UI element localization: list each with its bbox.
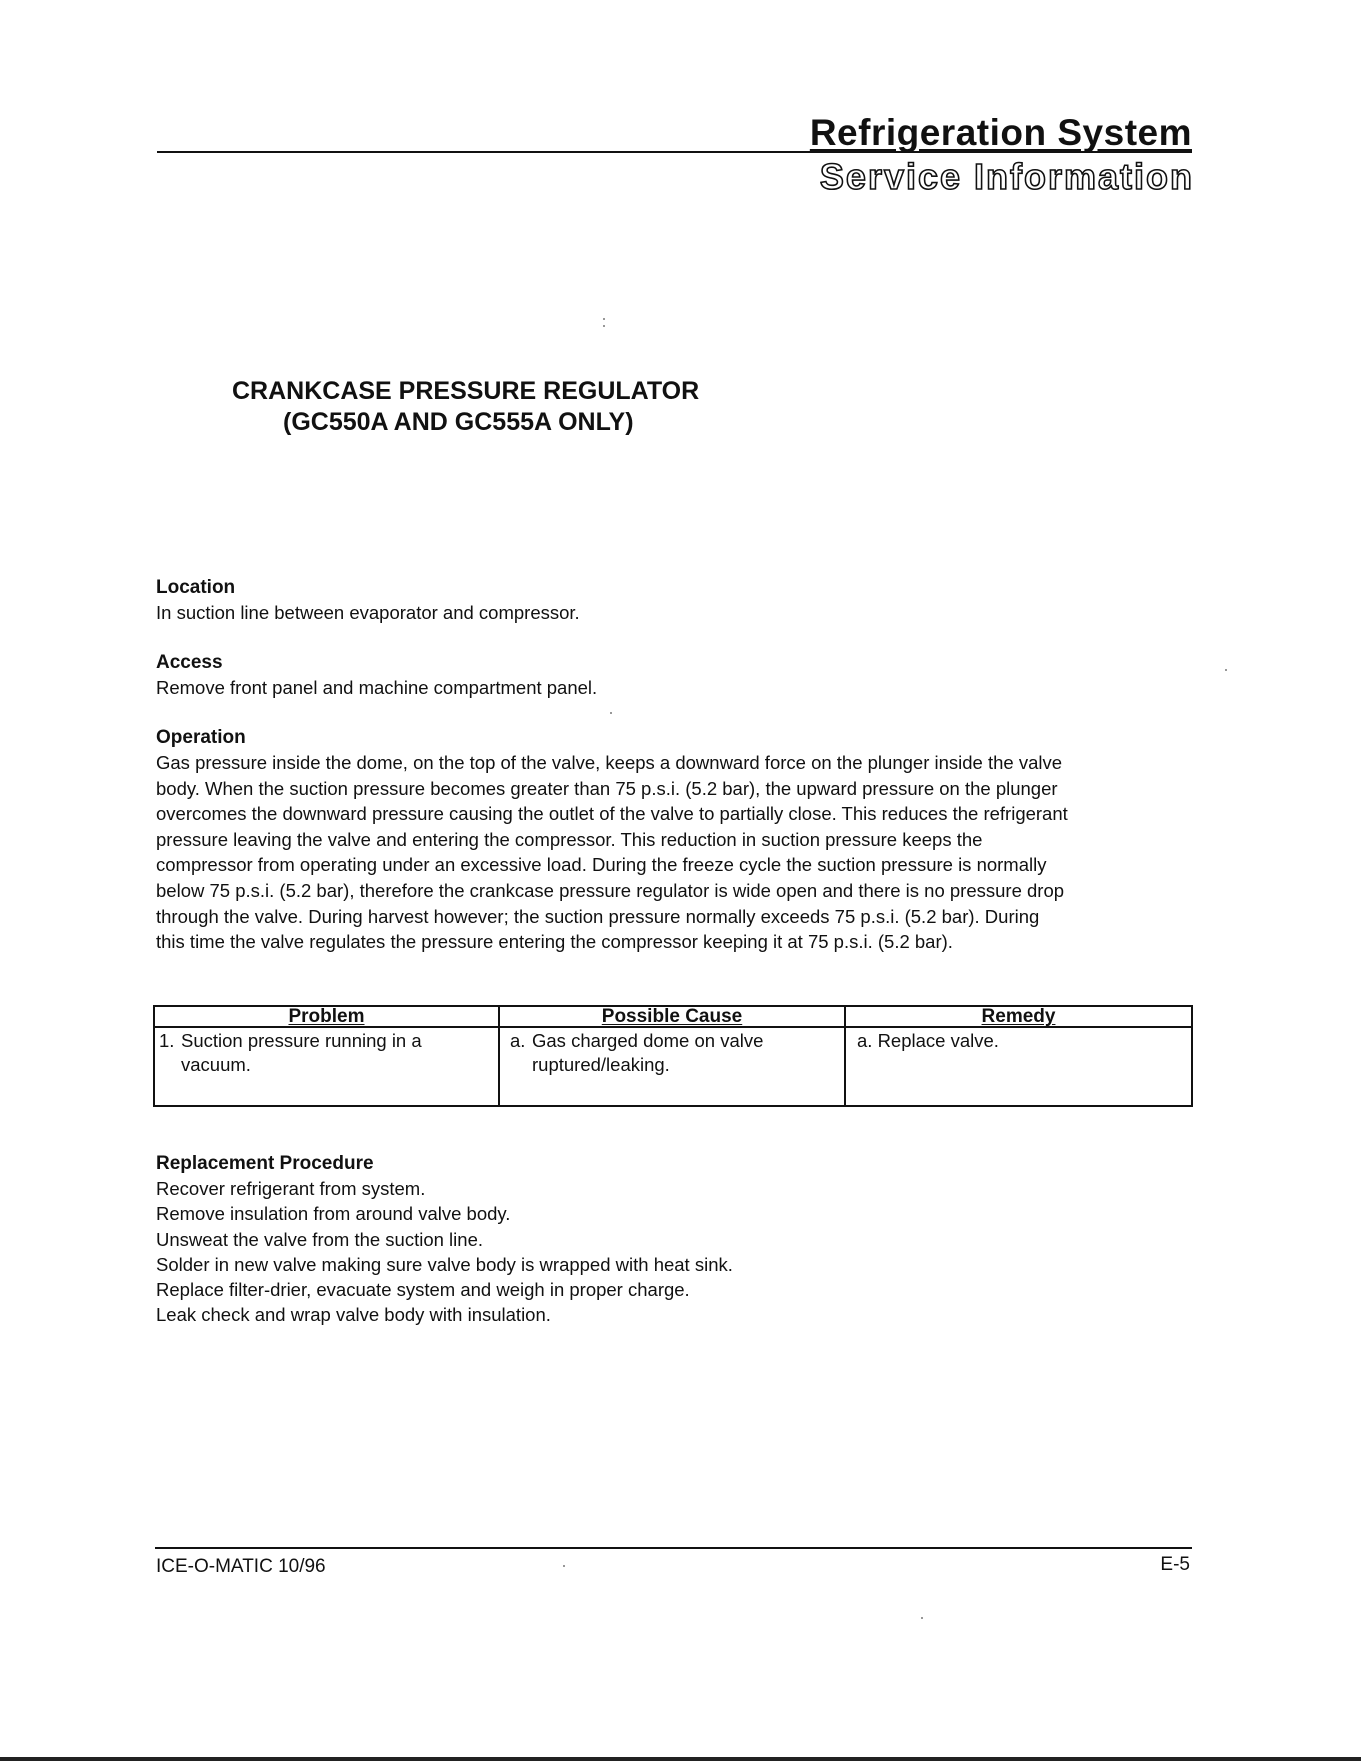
scan-speck — [603, 325, 605, 327]
replacement-heading: Replacement Procedure — [156, 1153, 374, 1174]
operation-heading: Operation — [156, 727, 246, 748]
problem-text-line2: vacuum. — [181, 1054, 251, 1075]
table-header-problem: Problem — [154, 1006, 499, 1027]
access-heading: Access — [156, 652, 223, 673]
replacement-step: Unsweat the valve from the suction line. — [156, 1228, 483, 1250]
scan-speck — [563, 1565, 565, 1567]
problem-number: 1. — [159, 1030, 175, 1051]
table-row — [154, 1027, 1192, 1106]
section-title-line1: CRANKCASE PRESSURE REGULATOR — [232, 377, 700, 405]
location-section — [156, 575, 580, 625]
location-text: In suction line between evaporator and compressor. — [156, 602, 580, 623]
operation-line: pressure leaving the valve and entering the compressor. This reduction in suction pressure keeps the — [156, 828, 983, 850]
table-header-remedy: Remedy — [845, 1006, 1192, 1027]
scan-bottom-edge — [0, 1757, 1361, 1761]
location-heading: Location — [156, 577, 236, 598]
operation-line: compressor from operating under an excessive load. During the freeze cycle the suction pressure is normally — [156, 854, 1047, 876]
operation-line: Gas pressure inside the dome, on the top of the valve, keeps a downward force on the plunger inside the valve — [156, 752, 1063, 773]
replacement-section — [156, 1151, 733, 1328]
section-title — [232, 376, 699, 438]
replacement-step: Remove insulation from around valve body. — [156, 1203, 511, 1225]
access-section — [156, 650, 597, 700]
header-subtitle: Service Information — [819, 156, 1194, 197]
access-text: Remove front panel and machine compartment panel. — [156, 677, 598, 698]
cause-cell — [499, 1027, 845, 1106]
cause-text-line2: ruptured/leaking. — [532, 1054, 670, 1075]
operation-line: overcomes the downward pressure causing the outlet of the valve to partially close. This reduces the refrigerant — [156, 803, 1068, 825]
operation-section — [156, 725, 1196, 955]
problem-text-line1: Suction pressure running in a — [181, 1030, 422, 1051]
operation-line: below 75 p.s.i. (5.2 bar), therefore the crankcase pressure regulator is wide open and there is no pressure drop — [156, 879, 1065, 901]
header-title: Refrigeration System — [809, 112, 1192, 153]
scan-speck — [1225, 669, 1227, 671]
cause-text-line1: Gas charged dome on valve — [532, 1030, 764, 1051]
troubleshooting-table — [153, 1005, 1193, 1107]
operation-line: through the valve. During harvest however; the suction pressure normally exceeds 75 p.s.i. (5.2 bar). During — [156, 905, 1040, 927]
table-header-row — [154, 1006, 1192, 1027]
scan-speck — [921, 1617, 923, 1619]
table-header-possible-cause: Possible Cause — [499, 1006, 845, 1027]
footer-publisher: ICE-O-MATIC 10/96 — [156, 1556, 326, 1577]
remedy-text: a. Replace valve. — [857, 1030, 999, 1051]
remedy-cell — [845, 1027, 1192, 1106]
replacement-step: Replace filter-drier, evacuate system and weigh in proper charge. — [156, 1279, 690, 1301]
scan-speck — [603, 318, 605, 320]
cause-letter: a. — [510, 1030, 526, 1051]
replacement-step: Solder in new valve making sure valve body is wrapped with heat sink. — [156, 1253, 733, 1275]
section-title-line2: (GC550A AND GC555A ONLY) — [283, 408, 634, 436]
problem-cell — [154, 1027, 499, 1106]
operation-line: this time the valve regulates the pressure entering the compressor keeping it at 75 p.s.i. (5.2 bar). — [156, 931, 953, 953]
scan-speck — [610, 712, 612, 714]
replacement-step: Leak check and wrap valve body with insulation. — [156, 1304, 551, 1326]
replacement-step: Recover refrigerant from system. — [156, 1178, 426, 1199]
operation-line: body. When the suction pressure becomes greater than 75 p.s.i. (5.2 bar), the upward pressure on the plunger — [156, 777, 1058, 799]
page-number: E-5 — [1160, 1554, 1190, 1575]
footer-rule — [155, 1547, 1192, 1549]
